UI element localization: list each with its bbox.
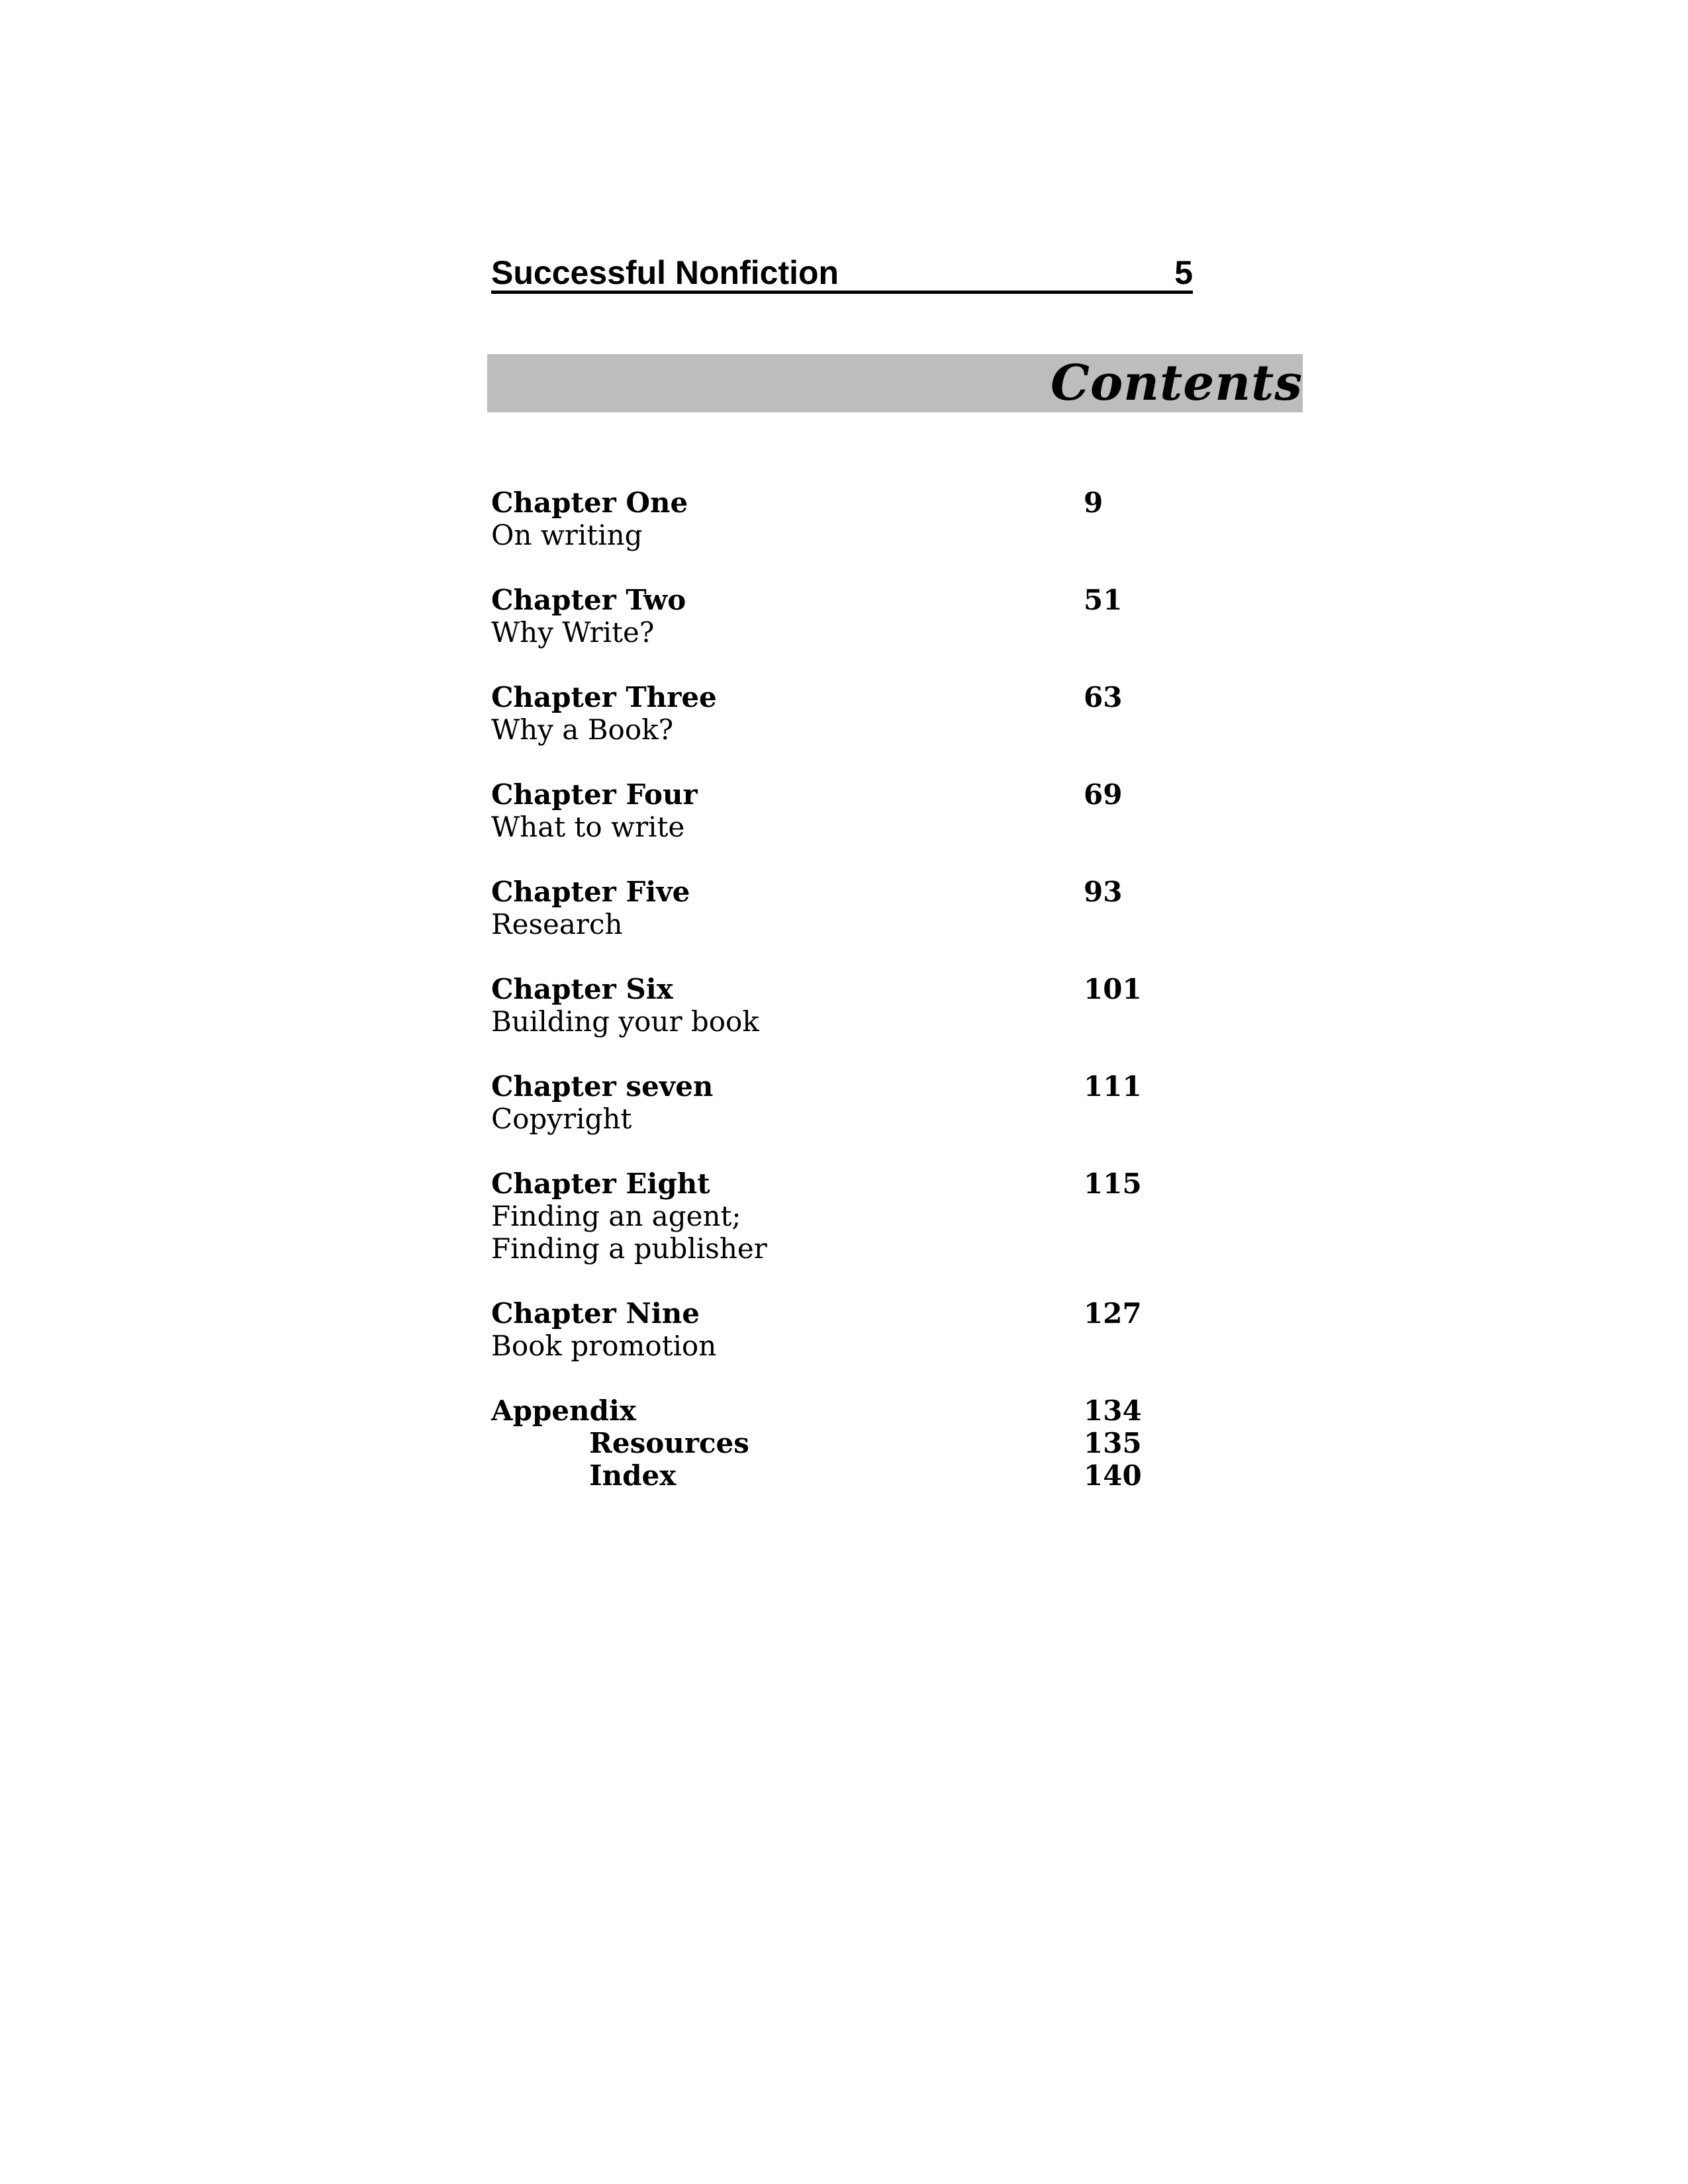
toc-page-number: 51 xyxy=(1084,584,1123,616)
toc-entry-chapter-eight[interactable] xyxy=(491,1167,1219,1265)
book-title: Successful Nonfiction xyxy=(491,254,839,291)
toc-page-number: 93 xyxy=(1084,876,1123,908)
toc-chapter-subtitle: Building your book xyxy=(491,1005,759,1038)
toc-entry-chapter-six[interactable] xyxy=(491,973,1219,1038)
toc-chapter-subtitle: Why a Book? xyxy=(491,713,674,746)
toc-entry-chapter-nine[interactable] xyxy=(491,1297,1219,1362)
toc-entry-chapter-one[interactable] xyxy=(491,486,1219,551)
toc-entry-chapter-five[interactable] xyxy=(491,876,1219,940)
toc-entry-chapter-seven[interactable] xyxy=(491,1070,1219,1135)
toc-chapter-subtitle: Research xyxy=(491,908,623,940)
toc-subentry-heading: Resources xyxy=(589,1427,749,1459)
toc-entry-appendix[interactable] xyxy=(491,1394,1219,1427)
running-header xyxy=(491,254,1193,294)
toc-entry-chapter-two[interactable] xyxy=(491,584,1219,649)
toc-chapter-subtitle: Copyright xyxy=(491,1103,632,1135)
table-of-contents xyxy=(491,486,1219,1492)
toc-page-number: 127 xyxy=(1084,1297,1142,1330)
toc-chapter-heading: Chapter Six xyxy=(491,973,673,1005)
toc-page-number: 111 xyxy=(1084,1070,1142,1103)
toc-subentry-index[interactable] xyxy=(491,1459,1219,1492)
toc-chapter-subtitle: Finding a publisher xyxy=(491,1232,767,1265)
toc-page-number: 69 xyxy=(1084,778,1123,811)
contents-banner xyxy=(487,354,1303,412)
toc-chapter-subtitle: Why Write? xyxy=(491,616,655,649)
toc-entry-chapter-three[interactable] xyxy=(491,681,1219,746)
contents-title: Contents xyxy=(1051,355,1303,412)
toc-appendix-heading: Appendix xyxy=(491,1394,636,1427)
toc-chapter-heading: Chapter Two xyxy=(491,584,686,616)
toc-page-number: 140 xyxy=(1084,1459,1142,1492)
toc-chapter-heading: Chapter seven xyxy=(491,1070,714,1103)
toc-chapter-subtitle: Book promotion xyxy=(491,1330,717,1362)
toc-page-number: 63 xyxy=(1084,681,1123,713)
toc-chapter-heading: Chapter One xyxy=(491,486,688,519)
toc-chapter-heading: Chapter Eight xyxy=(491,1167,710,1200)
toc-chapter-heading: Chapter Three xyxy=(491,681,717,713)
toc-page-number: 101 xyxy=(1084,973,1142,1005)
toc-subentry-resources[interactable] xyxy=(491,1427,1219,1459)
toc-chapter-subtitle: On writing xyxy=(491,519,643,551)
toc-page-number: 134 xyxy=(1084,1394,1142,1427)
toc-page-number: 115 xyxy=(1084,1167,1142,1200)
toc-chapter-heading: Chapter Four xyxy=(491,778,698,811)
toc-chapter-subtitle: Finding an agent; xyxy=(491,1200,741,1232)
page-number: 5 xyxy=(1174,254,1193,291)
toc-entry-chapter-four[interactable] xyxy=(491,778,1219,843)
toc-chapter-heading: Chapter Five xyxy=(491,876,690,908)
toc-page-number: 135 xyxy=(1084,1427,1142,1459)
toc-chapter-heading: Chapter Nine xyxy=(491,1297,700,1330)
toc-subentry-heading: Index xyxy=(589,1459,677,1492)
toc-page-number: 9 xyxy=(1084,486,1103,519)
toc-chapter-subtitle: What to write xyxy=(491,811,685,843)
